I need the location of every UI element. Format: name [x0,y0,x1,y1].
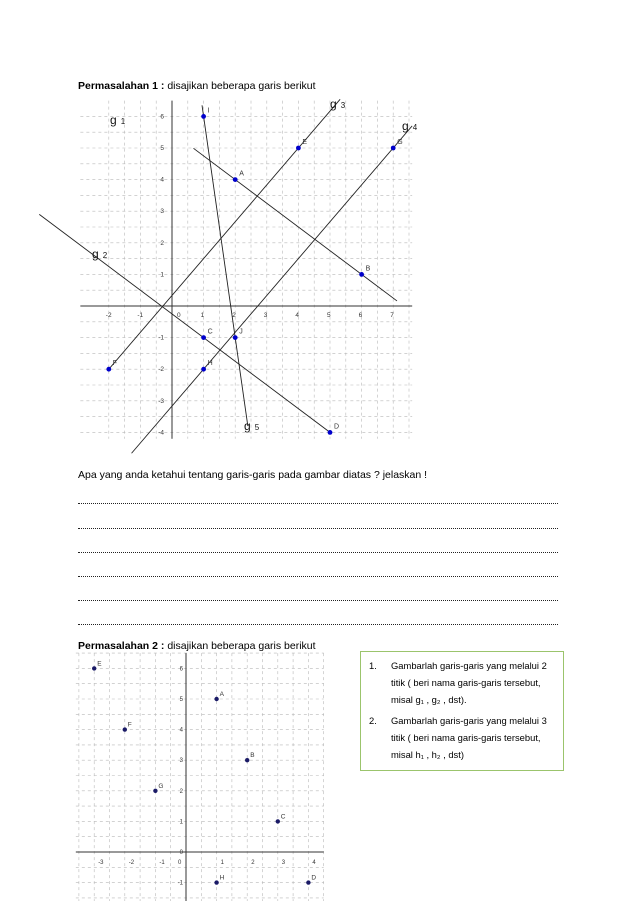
point-label: A [219,691,224,698]
point-label: F [112,360,118,368]
y-tick-label: -4 [158,429,164,437]
point-g [391,146,396,151]
line-g1 [193,148,397,301]
answer-line[interactable] [78,542,558,553]
x-tick-label: 1 [200,312,205,319]
point-label: H [219,874,225,882]
point-j [233,335,238,340]
point-label: C [280,813,286,821]
problem1-text: disajikan beberapa garis berikut [167,80,316,92]
line-label: g 2 [92,247,108,261]
instruction-text: Gambarlah garis-garis yang melalui 2 titik ( beri nama garis-garis tersebut, misal g₁ , g₂ , dst). [391,660,547,705]
point-label: C [207,328,213,336]
point-label: J [239,328,243,336]
y-tick-label: 6 [160,113,164,121]
x-tick-label: -1 [137,312,144,319]
line-g4 [132,126,413,453]
instruction-box [360,651,564,771]
answer-line[interactable] [78,614,558,625]
x-tick-label: -3 [98,860,104,866]
line-label: g 3 [330,97,346,111]
x-tick-label: 2 [232,312,236,319]
point-b [245,758,249,762]
y-tick-label: 4 [160,176,164,184]
point-a [214,697,218,701]
y-tick-label: 2 [160,239,164,247]
point-label: E [302,139,308,146]
point-f [106,367,111,372]
x-tick-label: 0 [178,860,182,866]
line-g5 [202,105,248,426]
point-g [153,789,157,793]
point-e [92,666,96,670]
y-tick-label: 4 [179,727,183,734]
x-tick-label: 7 [390,312,394,319]
y-tick-label: 6 [179,666,183,673]
x-tick-label: 2 [251,860,255,866]
problem1-question: Apa yang anda ketahui tentang garis-garis pada gambar diatas ? jelaskan ! [78,469,428,481]
point-label: B [365,265,371,273]
answer-line[interactable] [78,566,558,577]
x-tick-label: -1 [159,860,165,866]
y-tick-label: 3 [179,758,183,765]
graph2-plot [0,640,360,903]
x-tick-label: -2 [128,860,135,866]
answer-line[interactable] [78,518,558,529]
problem1-label: Permasalahan 1 : [78,80,165,92]
point-a [233,177,238,182]
y-tick-label: 5 [179,697,183,703]
line-label: g 1 [110,113,126,127]
y-tick-label: 1 [179,819,183,826]
point-h [214,880,218,884]
answer-line[interactable] [78,493,558,504]
x-tick-label: 6 [358,312,363,319]
problem2-text: disajikan beberapa garis berikut [167,640,316,652]
point-label: F [127,721,132,729]
point-f [123,727,127,731]
point-d [328,430,333,435]
point-label: D [334,423,340,431]
x-tick-label: -2 [105,312,112,319]
point-label: E [97,660,102,668]
point-d [306,880,310,884]
y-tick-label: -3 [158,397,164,405]
point-c [201,335,206,340]
instruction-item [369,657,555,708]
point-label: B [250,752,255,760]
line-label: g 5 [244,419,260,433]
point-label: G [397,139,403,146]
x-tick-label: 5 [327,312,331,319]
y-tick-label: -1 [177,880,183,887]
x-tick-label: 1 [220,860,224,866]
point-label: I [207,107,210,115]
x-tick-label: 4 [312,860,316,866]
x-tick-label: 4 [295,312,300,319]
point-label: A [239,170,244,178]
y-tick-label: 3 [160,208,164,216]
y-tick-label: -2 [158,366,164,374]
y-tick-label: -1 [158,334,164,342]
point-h [201,367,206,372]
x-tick-label: 3 [281,860,286,866]
answer-line[interactable] [78,590,558,601]
y-tick-label: 0 [179,850,183,856]
instruction-number: 2. [369,715,377,726]
point-label: D [311,874,317,882]
x-tick-label: 3 [263,312,268,319]
instruction-item [369,712,555,763]
line-g2 [39,214,330,432]
y-tick-label: 5 [160,145,164,152]
x-tick-label: 0 [177,312,181,319]
problem2-label: Permasalahan 2 : [78,640,165,652]
point-label: G [158,782,164,790]
instruction-text: Gambarlah garis-garis yang melalui 3 titik ( beri nama garis-garis tersebut, misal h₁ , h₂ , dst) [391,715,547,760]
point-label: H [207,360,213,368]
point-e [296,146,301,151]
point-c [276,819,280,823]
instruction-number: 1. [369,660,377,671]
point-b [359,272,364,277]
y-tick-label: 1 [160,271,164,279]
y-tick-label: 2 [179,788,183,795]
point-i [201,114,206,119]
line-label: g 4 [402,119,418,133]
